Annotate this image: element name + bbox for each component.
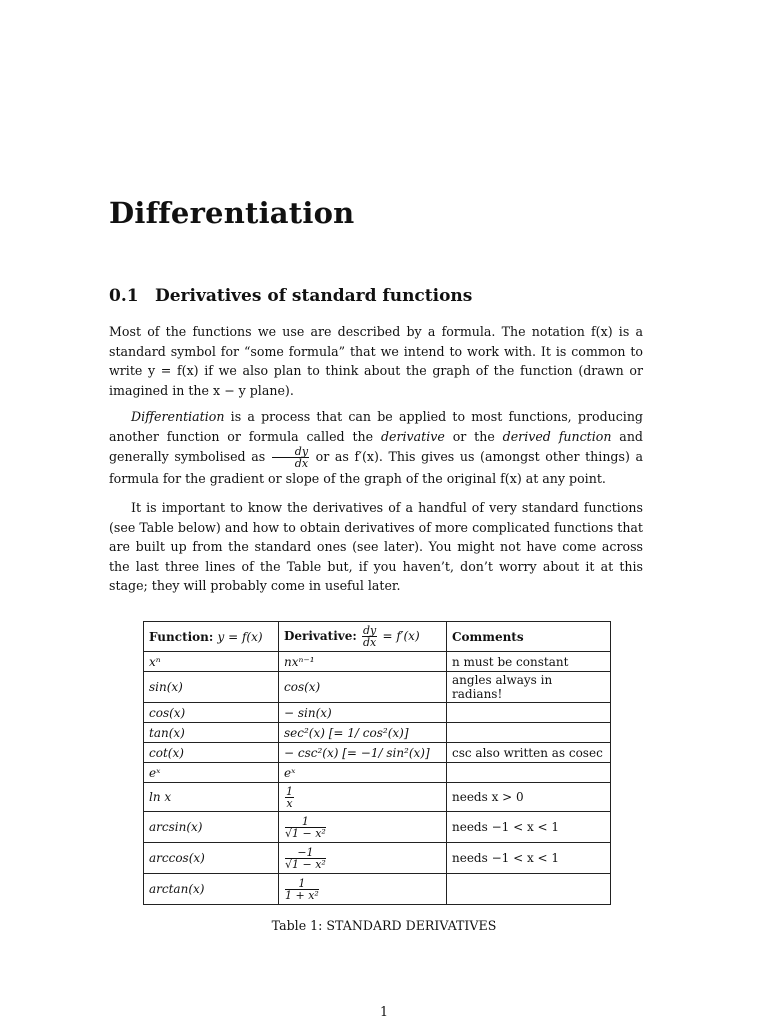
derivative-numerator: −1: [285, 847, 326, 859]
cell-comment: needs x > 0: [447, 783, 611, 812]
term-differentiation: Differentiation: [131, 409, 225, 424]
table-row: [144, 703, 611, 723]
cell-comment: angles always in radians!: [447, 672, 611, 703]
cell-function: cos(x): [144, 703, 279, 723]
fraction-numerator: dy: [272, 446, 309, 458]
cell-function: ln x: [144, 783, 279, 812]
cell-function: sin(x): [144, 672, 279, 703]
derivative-numerator: 1: [286, 784, 293, 798]
cell-comment: needs −1 < x < 1: [447, 812, 611, 843]
derivative-fraction: [285, 816, 326, 839]
fraction-denominator: dx: [294, 457, 309, 470]
header-function-expr: y = f(x): [217, 629, 263, 644]
derivative-denominator: x: [286, 796, 293, 810]
section-number: 0.1: [109, 286, 139, 306]
cell-derivative: [279, 874, 447, 905]
table-row: [144, 672, 611, 703]
paragraph-2-text-d: or as f′(x). This gives us (amongst other things) a formula for the gradient or slope of the graph of the original f(x) at any point.: [109, 449, 643, 486]
cell-function: xⁿ: [144, 652, 279, 672]
cell-derivative: − csc²(x) [= −1/ sin²(x)]: [279, 743, 447, 763]
chapter-title: Differentiation: [109, 196, 355, 230]
cell-derivative: eˣ: [279, 763, 447, 783]
term-derived-function: derived function: [502, 428, 612, 444]
derivative-fraction: [285, 878, 319, 901]
table-caption: Table 1: STANDARD DERIVATIVES: [271, 918, 497, 933]
header-fraction-numerator: dy: [363, 624, 377, 637]
table-row: [144, 812, 611, 843]
paragraph-2-text-b: or the: [444, 428, 503, 444]
cell-function: cot(x): [144, 743, 279, 763]
cell-derivative: sec²(x) [= 1/ cos²(x)]: [279, 723, 447, 743]
cell-comment: needs −1 < x < 1: [447, 843, 611, 874]
paragraph-2-text-a: is a process that can be applied to most functions, producing another function or formula called the: [109, 409, 643, 444]
paragraph-2: [109, 407, 643, 489]
header-function: [144, 622, 279, 652]
table-row: [144, 723, 611, 743]
paragraph-1: Most of the functions we use are described by a formula. The notation f(x) is a standard symbol for “some formula” that we intend to work with. It is common to write y = f(x) if we also plan to think about the graph of the function (drawn or imagined in the x − y plane).: [109, 324, 643, 398]
cell-function: arctan(x): [144, 874, 279, 905]
cell-derivative: cos(x): [279, 672, 447, 703]
derivative-numerator: 1: [285, 816, 326, 828]
derivative-fraction: [285, 786, 294, 809]
cell-comment: [447, 763, 611, 783]
paragraph-2-text-c: and generally symbolised as: [109, 428, 643, 464]
cell-derivative: [279, 783, 447, 812]
table-row: [144, 743, 611, 763]
section-heading: [109, 286, 472, 306]
cell-comment: n must be constant: [447, 652, 611, 672]
header-function-label: Function:: [149, 629, 214, 644]
cell-derivative: − sin(x): [279, 703, 447, 723]
cell-derivative: [279, 843, 447, 874]
header-fraction-denominator: dx: [363, 636, 377, 649]
header-derivative-label: Derivative:: [284, 629, 357, 643]
paragraph-3: It is important to know the derivatives of a handful of very standard functions (see Table below) and how to obtain derivatives of more complicated functions that are built up from the standard ones (see later). You might not have come across the last three lines of the Table but, if you haven’t, don’t worry about it at this stage; they will probably come in useful later.: [109, 500, 643, 593]
cell-comment: csc also written as cosec: [447, 743, 611, 763]
cell-function: eˣ: [144, 763, 279, 783]
cell-function: arccos(x): [144, 843, 279, 874]
header-derivative: [279, 622, 447, 652]
derivative-denominator: √1 − x²: [285, 826, 326, 840]
section-title: Derivatives of standard functions: [155, 286, 473, 306]
derivative-fraction: [285, 847, 326, 870]
header-comments: Comments: [447, 622, 611, 652]
table-row: [144, 874, 611, 905]
derivatives-table: [143, 621, 611, 905]
cell-comment: [447, 723, 611, 743]
cell-function: arcsin(x): [144, 812, 279, 843]
derivative-numerator: 1: [285, 878, 319, 890]
table-row: [144, 763, 611, 783]
cell-comment: [447, 703, 611, 723]
table-row: [144, 783, 611, 812]
table-row: [144, 843, 611, 874]
dy-dx-fraction: [272, 446, 309, 469]
header-dy-dx-fraction: [362, 625, 377, 648]
cell-function: tan(x): [144, 723, 279, 743]
table-row: [144, 652, 611, 672]
header-derivative-expr: = f′(x): [382, 629, 420, 643]
term-derivative: derivative: [380, 428, 445, 444]
cell-derivative: nxⁿ⁻¹: [279, 652, 447, 672]
table-body: [144, 652, 611, 905]
cell-derivative: [279, 812, 447, 843]
derivative-denominator: 1 + x²: [285, 888, 319, 902]
cell-comment: [447, 874, 611, 905]
page-number: 1: [379, 1004, 388, 1019]
derivative-denominator: √1 − x²: [285, 857, 326, 871]
